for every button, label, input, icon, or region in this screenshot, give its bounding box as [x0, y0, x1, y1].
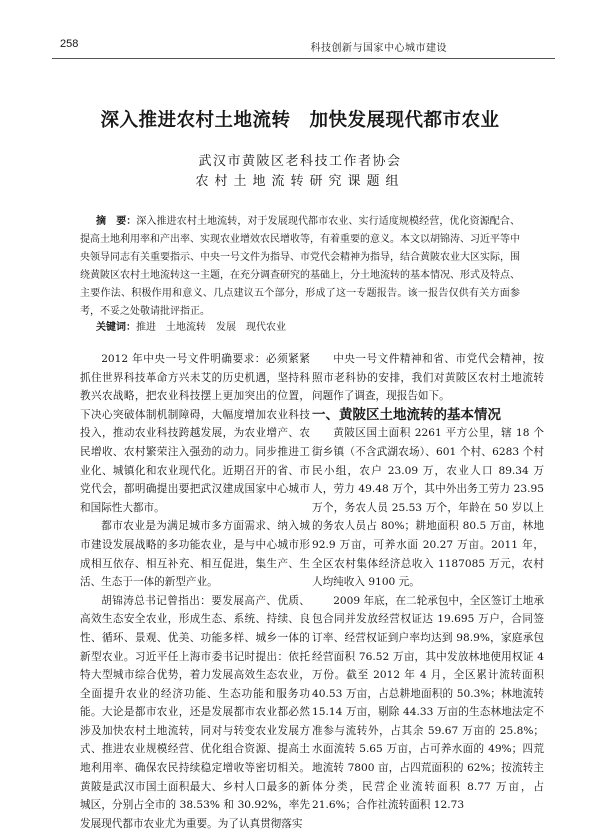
page-number: 258 — [60, 38, 79, 50]
author-organization: 武汉市黄陂区老科技工作者协会 — [198, 154, 402, 169]
abstract-label: 摘 要： — [96, 216, 137, 227]
keywords-text: 推进 土地流转 发展 现代农业 — [136, 322, 286, 333]
paragraph: 胡锦涛总书记曾指出：要发展高产、优质、高效生态安全农业，形成生态、系统、持续、良性、循环、景观、优美、功能多样、城乡一体的新型农业。习近平任上海市委书记时提出：依托特大型城市综合优势，着力发展高效生态农业，全面提升农业的经济功能、生态功能和服务功能。大论是都市农业，还是发展都市农业都必然涉及加快农村土地流转，同对与转变农业发展方式、推进农业规模经营、优化组合资源、提高土地利用率、确保农民持续稳定增收等密切相关。黄陂是武汉市国土面积最大、乡村人口最多的新城区，分别占全市的 38.53% 和 30.92%，率先发展现代都市农业尤为重要。为了认真贯彻落实 — [80, 594, 310, 830]
right-column — [312, 350, 544, 815]
paragraph: 黄陂区国土面积 2261 平方公里，辖 18 个街乡镇（不含武湖农场）、601 个村、6283 个村民小组，农户 23.09 万，农业人口 89.34 万人，劳力 49.48 万个，其中外出务工劳力 23.95 万个，务农人员 25.53 万个，年龄在 50 岁以上的务农人员占 80%；耕地面积 80.5 万亩，林地 92.9 万亩，可养水面 20.27 万亩。2011 年，全区农村集体经济总收入 1187085 万元，农村人均纯收入 9100 元。 — [312, 427, 544, 589]
left-column — [80, 350, 310, 833]
paragraph: 都市农业是为满足城市多方面需求、纳入城市建设发展战略的多功能农业，是与中心城市形成相互依存、相互补充、相互促进，集生产、生活、生态于一体的新型产业。 — [80, 520, 310, 589]
abstract — [80, 213, 520, 321]
keywords-label: 关键词： — [96, 322, 136, 333]
paragraph: 2012 年中央一号文件明确要求：必须紧紧抓住世界科技革命方兴未艾的历史机遇，坚持科教兴农战略，把农业科技摆上更加突出的位置，下决心突破体制机制障碍，大幅度增加农业科技投入，推动农业科技跨越发展，为农业增产、农民增收、农村繁荣注入强劲的动力。同步推进工业化、城镇化和农业现代化。近期召开的省、市党代会，都明确提出要把武汉建成国家中心城市和国际性大都市。 — [80, 353, 310, 514]
abstract-text: 深入推进农村土地流转，对于发展现代都市农业、实行适度规模经营，优化资源配合、提高土地利用率和产出率、实现农业增效农民增收等，有着重要的意义。本文以胡锦涛、习近平等中央领导同志有关重要指示、中央一号文件为指导、市党代会精神为指导，结合黄陂农业大区实际，围绕黄陂区农村土地流转这一主题，在充分调查研究的基础上，分土地流转的基本情况、形式及特点、主要作法、积极作用和意义、几点建议五个部分，形成了这一专题报告。该一报告仅供有关方面参考，不妥之处敬请批评指正。 — [80, 216, 520, 317]
paragraph: 2009 年底，在二轮承包中，全区签订土地承包合同并发放经营权证达 19.695 万户，合同签订率、经营权证到户率均达到 98.9%，家庭承包经营面积 76.52 万亩，其中发放林地使用权证 4 万份。截至 2012 年 4 月，全区累计流转面积 40.53 万亩，占总耕地面积的 50.3%；林地流转 15.14 万亩，剔除 44.33 万亩的生态林地法定不准参与流转外，占其余 59.67 万亩的 25.8%；水面流转 5.65 万亩，占可养水面的 49%；四荒地流转 7800 亩，占四荒面积的 62%；按流转主体分类，民营企业流转面积 8.77 万亩，占 21.6%；合作社流转面积 12.73 — [312, 594, 544, 812]
page-header — [52, 38, 555, 59]
article-title: 深入推进农村土地流转 加快发展现代都市农业 — [100, 110, 500, 131]
keywords — [96, 318, 286, 333]
paragraph: 中央一号文件精神和省、市党代会精神，按照市老科协的安排，我们对黄陂区农村土地流转问题作了调查，现报告如下。 — [312, 353, 544, 403]
author-group: 农村土地流转研究课题组 — [195, 174, 405, 189]
running-head: 科技创新与国家中心城市建设 — [310, 43, 447, 54]
section-heading: 一、黄陂区土地流转的基本情况 — [312, 406, 501, 423]
